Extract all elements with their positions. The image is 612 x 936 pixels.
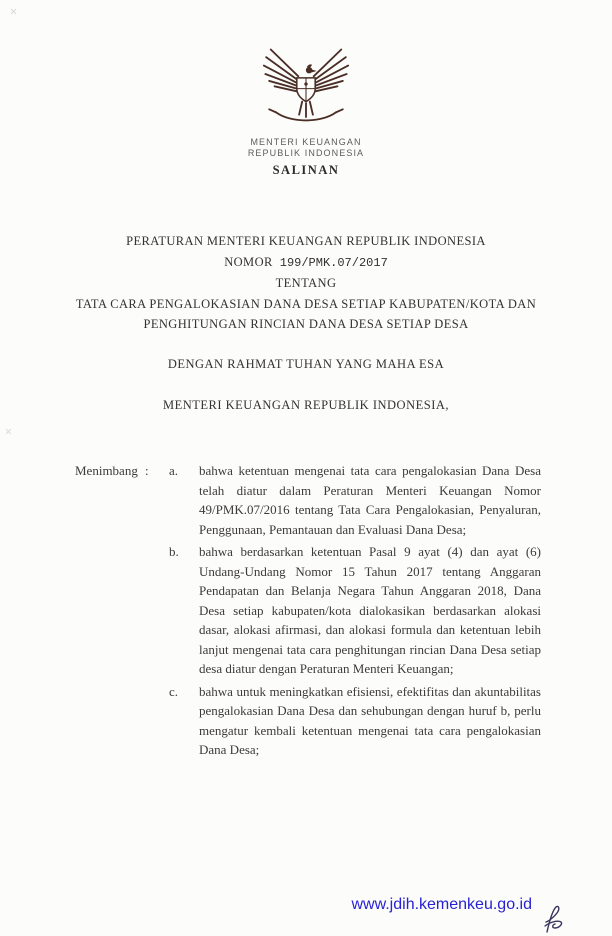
jdih-watermark-link[interactable]: www.jdih.kemenkeu.go.id: [351, 896, 532, 913]
considering-section: [75, 461, 541, 763]
regulation-title: PERATURAN MENTERI KEUANGAN REPUBLIK INDONESIA: [126, 234, 486, 248]
nomor-value: 199/PMK.07/2017: [279, 255, 388, 270]
letterhead: [0, 137, 612, 159]
considering-item: [169, 682, 541, 760]
item-letter: a.: [169, 463, 179, 478]
invocation-line: DENGAN RAHMAT TUHAN YANG MAHA ESA: [167, 357, 445, 371]
item-text: bahwa untuk meningkatkan efisiensi, efektifitas dan akuntabilitas pengalokasian Dana Desa dan sehubungan dengan huruf b, perlu mengatur kembali ketentuan mengenai tata cara pengalokasian Dana Desa;: [199, 683, 541, 757]
copy-label: SALINAN: [272, 163, 340, 177]
garuda-pancasila-emblem: [0, 38, 612, 135]
regulation-title-block: [0, 231, 612, 335]
subject-line-2: PENGHITUNGAN RINCIAN DANA DESA SETIAP DESA: [143, 317, 469, 331]
handwritten-initial: [540, 905, 566, 936]
subject-line-1: TATA CARA PENGALOKASIAN DANA DESA SETIAP KABUPATEN/KOTA DAN: [75, 296, 537, 311]
signature-mark-icon: [540, 905, 566, 935]
item-text: bahwa berdasarkan ketentuan Pasal 9 ayat (4) dan ayat (6) Undang-Undang Nomor 15 Tahun 2017 tentang Anggaran Pendapatan dan Belanja Negara Tahun Anggaran 2018, Dana Desa setiap kabupaten/kota dialokasikan berdasarkan alokasi dasar, alokasi afirmasi, dan alokasi formula dan ketentuan lebih lanjut mengenai tata cara penghitungan rincian Dana Desa setiap desa diatur dengan Peraturan Menteri Keuangan;: [199, 544, 541, 676]
considering-colon: :: [145, 463, 149, 478]
garuda-icon: [260, 38, 352, 130]
item-letter: c.: [169, 683, 179, 699]
issuing-authority-line: MENTERI KEUANGAN REPUBLIK INDONESIA,: [162, 398, 450, 412]
ministry-country: REPUBLIK INDONESIA: [247, 148, 365, 158]
scan-artifact: [5, 428, 12, 435]
considering-item: [169, 461, 541, 539]
nomor-label: NOMOR: [224, 254, 273, 269]
considering-label: Menimbang: [75, 463, 138, 478]
ministry-name: MENTERI KEUANGAN: [250, 137, 362, 147]
item-letter: b.: [169, 544, 179, 559]
tentang-label: TENTANG: [275, 276, 337, 290]
item-text: bahwa ketentuan mengenai tata cara pengalokasian Dana Desa telah diatur dalam Peraturan Menteri Keuangan Nomor 49/PMK.07/2016 tentang Tata Cara Pengalokasian, Penyaluran, Penggunaan, Pemantauan dan Evaluasi Dana Desa;: [199, 463, 541, 537]
regulation-number: [0, 252, 612, 274]
considering-item: [169, 542, 541, 679]
scan-artifact: [10, 8, 17, 15]
considering-items: [169, 461, 541, 763]
